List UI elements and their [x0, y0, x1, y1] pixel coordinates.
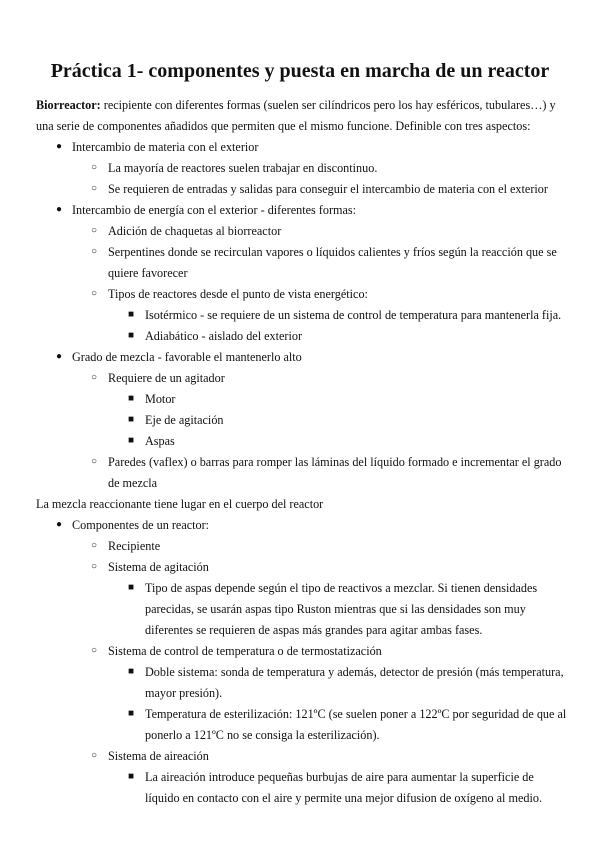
agitation-line-2: parecidas, se usarán aspas tipo Ruston mientras que si las densidades son muy [145, 602, 526, 616]
bullet-level1: ● [56, 141, 63, 152]
bullet-level2: ○ [91, 246, 98, 257]
bullet-level2: ○ [91, 162, 98, 173]
temperature-line-3: Temperatura de esterilización: 121ºC (se suelen poner a 122ºC por seguridad de que al [145, 707, 567, 721]
bullet-level2: ○ [91, 456, 98, 467]
bullet-level3: ■ [128, 309, 135, 320]
aspect-2-item-1: Adición de chaquetas al biorreactor [108, 224, 282, 238]
component-vessel: Recipiente [108, 539, 161, 553]
bullet-level3: ■ [128, 414, 135, 425]
bullet-level1: ● [56, 519, 63, 530]
aspect-3-label: Grado de mezcla - favorable el mantenerlo alto [72, 350, 302, 364]
bullet-level3: ■ [128, 708, 135, 719]
intro-line-1 [36, 98, 556, 112]
aspect-2-subitem-1: Isotérmico - se requiere de un sistema de control de temperatura para mantenerla fija. [145, 308, 562, 322]
aspect-1-item-2: Se requieren de entradas y salidas para conseguir el intercambio de materia con el exterior [108, 182, 548, 196]
temperature-line-2: mayor presión). [145, 686, 223, 700]
bullet-level3: ■ [128, 435, 135, 446]
aspect-2-subitem-2: Adiabático - aislado del exterior [145, 329, 303, 343]
aspect-3-subitem-2: Eje de agitación [145, 413, 224, 427]
bullet-level2: ○ [91, 225, 98, 236]
aeration-line-2: líquido en contacto con el aire y permite una mejor difusion de oxígeno al medio. [145, 791, 542, 805]
bullet-level3: ■ [128, 666, 135, 677]
page-title: Práctica 1- componentes y puesta en marcha de un reactor [50, 60, 550, 82]
bullet-level3: ■ [128, 330, 135, 341]
aspect-2-item-3: Tipos de reactores desde el punto de vista energético: [108, 287, 368, 301]
components-label: Componentes de un reactor: [72, 518, 210, 532]
aeration-line-1: La aireación introduce pequeñas burbujas de aire para aumentar la superficie de [145, 770, 534, 784]
agitation-line-1: Tipo de aspas depende según el tipo de reactivos a mezclar. Si tienen densidades [145, 581, 538, 595]
bullet-level3: ■ [128, 582, 135, 593]
aspect-3-subitem-3: Aspas [145, 434, 175, 448]
bullet-level3: ■ [128, 771, 135, 782]
bullet-level2: ○ [91, 183, 98, 194]
bullet-level1: ● [56, 204, 63, 215]
aspect-3-subitem-1: Motor [145, 392, 176, 406]
aspect-3-item-2: Paredes (vaflex) o barras para romper las láminas del líquido formado e incrementar el grado [108, 455, 562, 469]
bullet-level3: ■ [128, 393, 135, 404]
bullet-level2: ○ [91, 750, 98, 761]
intro-term: Biorreactor: [36, 98, 101, 112]
aspect-3-item-1: Requiere de un agitador [108, 371, 225, 385]
bullet-level2: ○ [91, 288, 98, 299]
intro-line-2: una serie de componentes añadidos que permiten que el mismo funcione. Definible con tres aspectos: [36, 119, 531, 133]
bullet-level2: ○ [91, 561, 98, 572]
aspect-1-label: Intercambio de materia con el exterior [72, 140, 259, 154]
agitation-line-3: diferentes se requieren de aspas más grandes para agitar ambas fases. [145, 623, 483, 637]
bullet-level2: ○ [91, 645, 98, 656]
aspect-2-item-2: Serpentines donde se recirculan vapores o líquidos calientes y fríos según la reacción que se [108, 245, 557, 259]
aspect-3-item-2-cont: de mezcla [108, 476, 158, 490]
component-temperature: Sistema de control de temperatura o de termostatización [108, 644, 382, 658]
temperature-line-1: Doble sistema: sonda de temperatura y además, detector de presión (más temperatura, [145, 665, 564, 679]
component-aeration: Sistema de aireación [108, 749, 209, 763]
aspect-1-item-1: La mayoría de reactores suelen trabajar en discontinuo. [108, 161, 378, 175]
aspect-2-item-2-cont: quiere favorecer [108, 266, 188, 280]
bullet-level2: ○ [91, 372, 98, 383]
aspect-2-label: Intercambio de energía con el exterior - diferentes formas: [72, 203, 357, 217]
intro-text-1: recipiente con diferentes formas (suelen ser cilíndricos pero los hay esféricos, tubulares…) y [100, 98, 556, 112]
bullet-level1: ● [56, 351, 63, 362]
mix-note: La mezcla reaccionante tiene lugar en el cuerpo del reactor [36, 497, 324, 511]
component-agitation: Sistema de agitación [108, 560, 209, 574]
bullet-level2: ○ [91, 540, 98, 551]
temperature-line-4: ponerlo a 121ºC no se consiga la esterilización). [145, 728, 380, 742]
